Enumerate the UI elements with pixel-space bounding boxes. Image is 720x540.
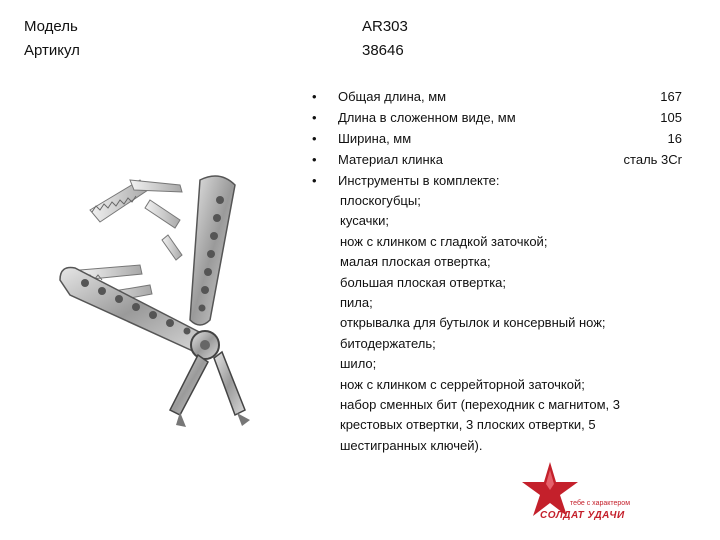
- model-label: Модель: [24, 18, 78, 35]
- model-value: AR303: [362, 18, 408, 35]
- list-item: пила;: [340, 295, 373, 311]
- spec-value: сталь 3Cr: [623, 152, 682, 167]
- list-item: битодержатель;: [340, 335, 436, 351]
- list-item: малая плоская отвертка;: [340, 254, 491, 270]
- bullet-icon: •: [312, 89, 317, 104]
- spec-value: 167: [660, 89, 682, 104]
- bullet-icon: •: [312, 173, 317, 188]
- spec-name: Длина в сложенном виде, мм: [338, 110, 516, 125]
- list-item: шило;: [340, 356, 377, 372]
- spec-row: [312, 149, 682, 170]
- bullet-icon: •: [312, 110, 317, 125]
- spec-name: Материал клинка: [338, 152, 443, 167]
- list-item: набор сменных бит (переходник с магнитом, 3 крестовых отвертки, 3 плоских отвертки, 5 шестигранных ключей).: [340, 397, 620, 453]
- list-item: нож с клинком с серрейторной заточкой;: [340, 376, 585, 392]
- list-item: нож с клинком с гладкой заточкой;: [340, 233, 548, 249]
- spec-value: 105: [660, 110, 682, 125]
- logo-brand: СОЛДАТ УДАЧИ: [540, 510, 625, 521]
- spec-name: Общая длина, мм: [338, 89, 447, 104]
- spec-name: Инструменты в комплекте:: [338, 173, 500, 188]
- article-value: 38646: [362, 42, 404, 59]
- bullet-icon: •: [312, 152, 317, 167]
- spec-row: [312, 170, 682, 191]
- list-item: большая плоская отвертка;: [340, 274, 507, 290]
- bullet-icon: •: [312, 131, 317, 146]
- logo-tagline: тебе с характером: [570, 500, 631, 507]
- spec-row: [312, 86, 682, 107]
- list-item: открывалка для бутылок и консервный нож;: [340, 315, 606, 331]
- spec-row: [312, 128, 682, 149]
- spec-value: 16: [667, 131, 682, 146]
- spec-list: [312, 86, 682, 191]
- tools-list: [340, 191, 660, 456]
- spec-row: [312, 107, 682, 128]
- multitool-image: [30, 80, 312, 500]
- article-label: Артикул: [24, 42, 80, 59]
- spec-name: Ширина, мм: [338, 131, 412, 146]
- list-item: кусачки;: [340, 213, 389, 229]
- list-item: плоскогубцы;: [340, 193, 421, 208]
